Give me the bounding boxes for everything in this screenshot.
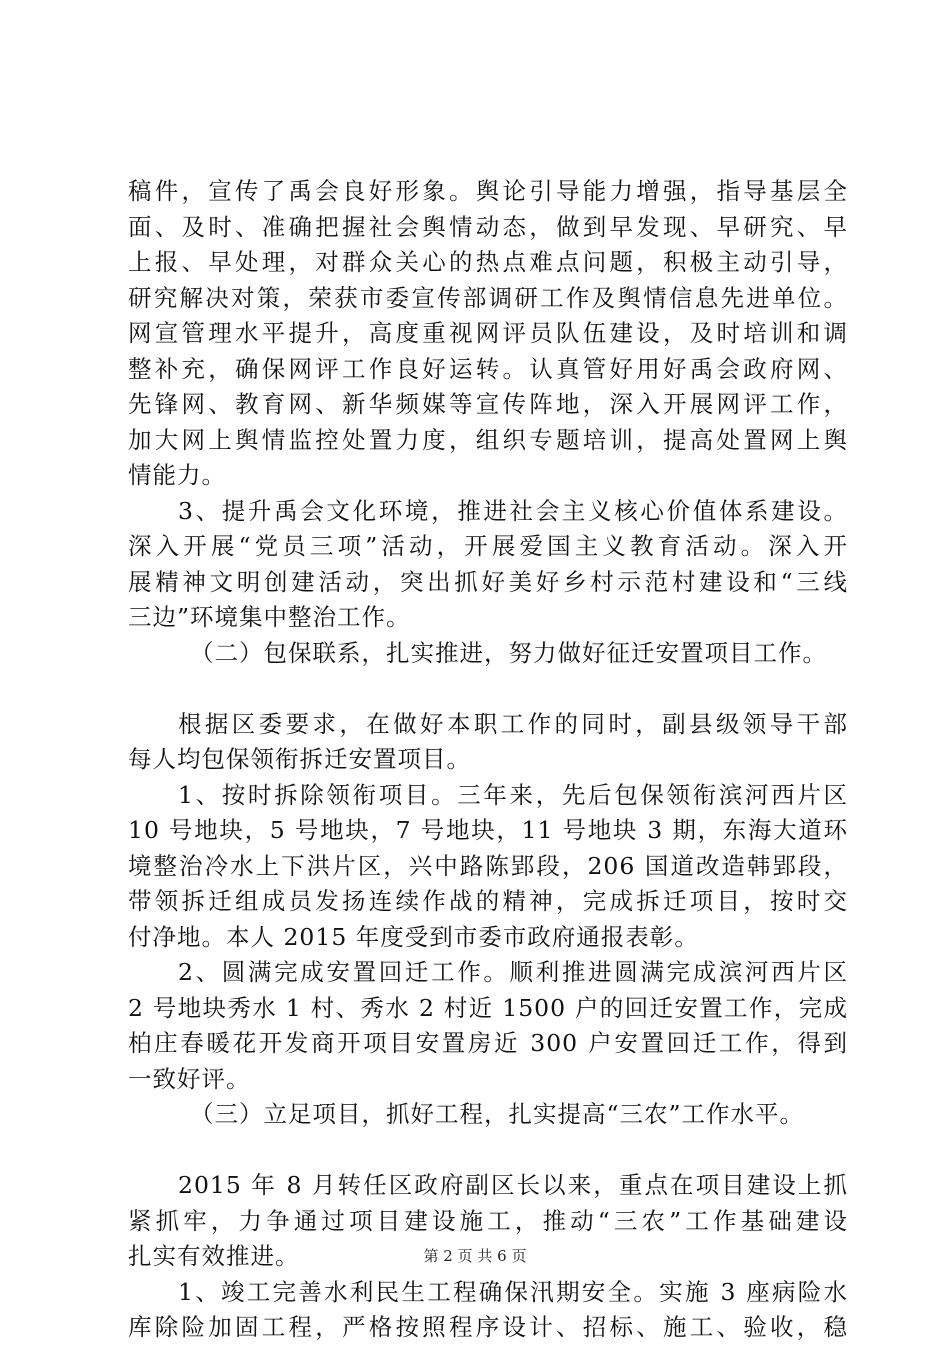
- text-line: 三边”环境集中整治工作。: [128, 603, 411, 631]
- section-heading: （二）包保联系，扎实推进，努力做好征迁安置项目工作。: [190, 638, 827, 667]
- text-line: 展精神文明创建活动，突出抓好美好乡村示范村建设和“三线: [128, 567, 848, 596]
- text-line: 1、按时拆除领衔项目。三年来，先后包保领衔滨河西片区: [178, 780, 848, 809]
- text-line: 2015 年 8 月转任区政府副区长以来，重点在项目建设上抓: [178, 1171, 848, 1199]
- document-body: [128, 174, 848, 1346]
- text-line: 根据区委要求，在做好本职工作的同时，副县级领导干部: [178, 709, 848, 738]
- spacer: [128, 1133, 848, 1169]
- text-line: 2 号地块秀水 1 村、秀水 2 村近 1500 户的回迁安置工作，完成: [128, 993, 848, 1022]
- text-line: 情能力。: [128, 461, 226, 489]
- text-line: 10 号地块，5 号地块，7 号地块，11 号地块 3 期，东海大道环: [128, 816, 848, 844]
- text-line: 先锋网、教育网、新华频媒等宣传阵地，深入开展网评工作，: [128, 390, 848, 418]
- text-line: 紧抓牢，力争通过项目建设施工，推动“三农”工作基础建设: [128, 1206, 848, 1235]
- text-line: 上报、早处理，对群众关心的热点难点问题，积极主动引导，: [128, 248, 848, 276]
- text-line: 2、圆满完成安置回迁工作。顺利推进圆满完成滨河西片区: [178, 958, 848, 986]
- text-line: 研究解决对策，荣获市委宣传部调研工作及舆情信息先进单位。: [128, 283, 848, 312]
- text-line: 加大网上舆情监控处置力度，组织专题培训，提高处置网上舆: [128, 425, 848, 454]
- text-line: 整补充，确保网评工作良好运转。认真管好用好禹会政府网、: [128, 354, 848, 383]
- page-footer: [0, 1245, 950, 1266]
- text-line: 扎实有效推进。: [128, 1242, 300, 1270]
- text-line: 带领拆迁组成员发扬连续作战的精神，完成拆迁项目，按时交: [128, 887, 848, 915]
- text-line: 境整治冷水上下洪片区，兴中路陈郢段，206 国道改造韩郢段，: [128, 851, 848, 880]
- text-line: 面、及时、准确把握社会舆情动态，做到早发现、早研究、早: [128, 212, 848, 241]
- spacer: [128, 671, 848, 707]
- text-line: 每人均包保领衔拆迁安置项目。: [128, 745, 471, 773]
- text-line: 1、竣工完善水利民生工程确保汛期安全。实施 3 座病险水: [178, 1277, 848, 1306]
- text-line: 付净地。本人 2015 年度受到市委市政府通报表彰。: [128, 922, 699, 951]
- text-line: 一致好评。: [128, 1064, 251, 1093]
- text-line: 柏庄春暖花开发商开项目安置房近 300 户安置回迁工作，得到: [128, 1029, 848, 1057]
- text-line: 3、提升禹会文化环境，推进社会主义核心价值体系建设。: [178, 496, 848, 525]
- text-line: 稿件，宣传了禹会良好形象。舆论引导能力增强，指导基层全: [128, 177, 848, 205]
- text-line: 深入开展“党员三项”活动，开展爱国主义教育活动。深入开: [128, 532, 848, 560]
- text-line: 网宣管理水平提升，高度重视网评员队伍建设，及时培训和调: [128, 319, 848, 347]
- text-line: 库除险加固工程，严格按照程序设计、招标、施工、验收，稳: [128, 1313, 848, 1341]
- page-number: 第 2 页 共 6 页: [423, 1247, 527, 1265]
- section-heading: （三）立足项目，抓好工程，扎实提高“三农”工作水平。: [190, 1100, 805, 1128]
